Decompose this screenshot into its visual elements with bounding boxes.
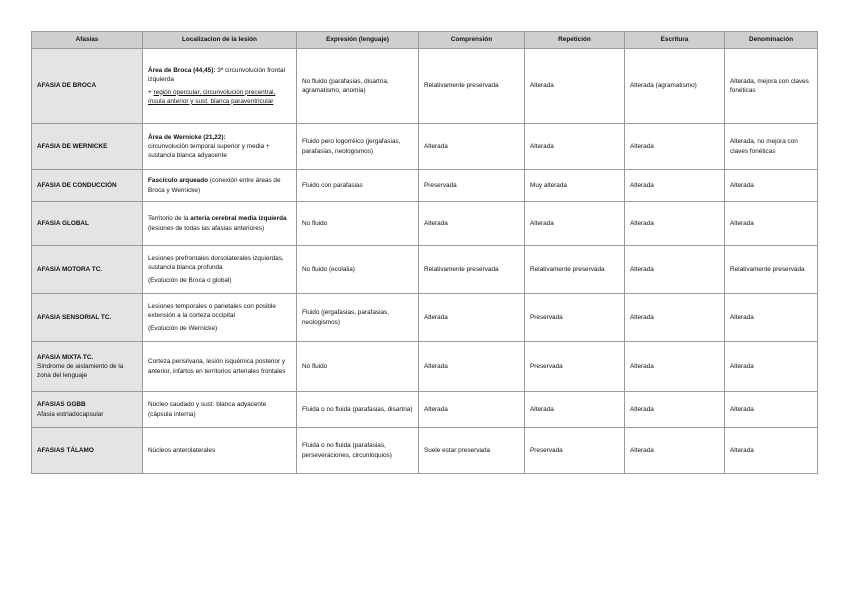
location-text: Lesiones temporales o parietales con posible extensión a la corteza occipital (148, 303, 276, 320)
lesion-location (143, 49, 297, 124)
header-localizacion: Localizacion de la lesión (143, 32, 297, 49)
repetition-cell: Muy alterada (525, 170, 625, 202)
lesion-location (143, 202, 297, 246)
table-row (32, 428, 818, 474)
writing-cell: Alterada (625, 392, 725, 428)
naming-cell: Alterada (725, 294, 818, 342)
location-note: (lesiones de todas las afasias anteriores) (148, 224, 265, 232)
naming-cell: Alterada (725, 202, 818, 246)
writing-cell: Alterada (agramatismo) (625, 49, 725, 124)
writing-cell: Alterada (625, 342, 725, 392)
aphasia-subtitle: Síndrome de aislamiento de la zona del lenguaje (37, 362, 124, 380)
comprehension-cell: Suele estar preservada (419, 428, 525, 474)
aphasia-title: AFASIA MIXTA TC. (37, 353, 94, 361)
table-row (32, 246, 818, 294)
evolution-note: (Evolución de Wernicke) (148, 324, 218, 332)
comprehension-cell: Alterada (419, 202, 525, 246)
expression-cell: No fluido (ecolalia) (297, 246, 419, 294)
aphasia-title: AFASIAS GGBB (37, 401, 86, 409)
location-text: (conexión entre áreas de Broca y Wernicke) (148, 177, 281, 194)
aphasia-table (31, 31, 818, 474)
location-text: Territorio de la (148, 215, 191, 223)
repetition-cell: Preservada (525, 294, 625, 342)
area-name: Área de Wernicke (21,22): (148, 133, 226, 141)
header-comprension: Comprensión (419, 32, 525, 49)
repetition-cell: Preservada (525, 342, 625, 392)
writing-cell: Alterada (625, 246, 725, 294)
lesion-location: Corteza perisilvana, lesión isquémica posterior y anterior, infartos en territorios arteriales frontales (143, 342, 297, 392)
lesion-location (143, 170, 297, 202)
naming-cell: Alterada (725, 170, 818, 202)
repetition-cell: Alterada (525, 124, 625, 170)
aphasia-name: AFASIA MOTORA TC. (32, 246, 143, 294)
area-name: arteria cerebral media izquierda (190, 215, 287, 223)
naming-cell: Alterada (725, 342, 818, 392)
lesion-location (143, 246, 297, 294)
table-row (32, 170, 818, 202)
writing-cell: Alterada (625, 124, 725, 170)
table-row (32, 392, 818, 428)
repetition-cell: Preservada (525, 428, 625, 474)
writing-cell: Alterada (625, 170, 725, 202)
table-row (32, 49, 818, 124)
lesion-location: Núcleo caudado y sust. blanca adyacente (cápsula interna) (143, 392, 297, 428)
header-row (32, 32, 818, 49)
header-repeticion: Repetición (525, 32, 625, 49)
comprehension-cell: Alterada (419, 124, 525, 170)
expression-cell: Fluido (jergafasias, parafasias, neologismos) (297, 294, 419, 342)
table-row (32, 294, 818, 342)
header-expresion: Expresión (lenguaje) (297, 32, 419, 49)
aphasia-name: AFASIA SENSORIAL TC. (32, 294, 143, 342)
location-text: 3ª circunvolución frontal izquierda (148, 66, 286, 84)
expression-cell: Fluido con parafasias (297, 170, 419, 202)
naming-cell: Alterada, no mejora con claves fonéticas (725, 124, 818, 170)
lesion-location (143, 124, 297, 170)
expression-cell: No fluido (parafasias, disartria, agramatismo, anomia) (297, 49, 419, 124)
expression-cell: No fluido (297, 342, 419, 392)
table-row (32, 202, 818, 246)
repetition-cell: Alterada (525, 392, 625, 428)
lesion-location: Núcleos anterolaterales (143, 428, 297, 474)
plus-sign: + (148, 88, 154, 96)
writing-cell: Alterada (625, 294, 725, 342)
naming-cell: Alterada (725, 392, 818, 428)
naming-cell: Alterada (725, 428, 818, 474)
evolution-note: (Evolución de Broca o global) (148, 276, 232, 284)
aphasia-name: AFASIAS TÁLAMO (32, 428, 143, 474)
naming-cell: Relativamente preservada (725, 246, 818, 294)
header-escritura: Escritura (625, 32, 725, 49)
aphasia-subtitle: Afasia estriadocapsular (37, 410, 104, 418)
expression-cell: No fluido (297, 202, 419, 246)
expression-cell: Fluido pero logorréico (jergafasias, parafasias, neologismos) (297, 124, 419, 170)
location-text: circunvolución temporal superior y media + sustancia blanca adyacente (148, 142, 270, 160)
expression-cell: Fluida o no fluida (parafasias, perseveraciones, circunloquios) (297, 428, 419, 474)
aphasia-name (32, 342, 143, 392)
comprehension-cell: Preservada (419, 170, 525, 202)
aphasia-name: AFASIA GLOBAL (32, 202, 143, 246)
area-name: Fascículo arqueado (148, 177, 209, 185)
area-name: Área de Broca (44,45): (148, 66, 216, 74)
repetition-cell: Alterada (525, 202, 625, 246)
header-denominacion: Denominación (725, 32, 818, 49)
comprehension-cell: Alterada (419, 294, 525, 342)
writing-cell: Alterada (625, 428, 725, 474)
expression-cell: Fluida o no fluida (parafasias, disartria) (297, 392, 419, 428)
location-underlined: región opercular, circunvolución precentral, ínsula anterior y sust. blanca paraventricular (148, 88, 276, 105)
table-row (32, 124, 818, 170)
table-row (32, 342, 818, 392)
lesion-location (143, 294, 297, 342)
comprehension-cell: Relativamente preservada (419, 49, 525, 124)
location-text: Lesiones prefrontales dorsolaterales izquierdas, sustancia blanca profunda (148, 255, 284, 272)
aphasia-name: AFASIA DE WERNICKE (32, 124, 143, 170)
aphasia-name: AFASIA DE CONDUCCIÓN (32, 170, 143, 202)
header-afasias: Afasias (32, 32, 143, 49)
aphasia-name: AFASIA DE BROCA (32, 49, 143, 124)
comprehension-cell: Alterada (419, 342, 525, 392)
comprehension-cell: Alterada (419, 392, 525, 428)
naming-cell: Alterada, mejora con claves fonéticas (725, 49, 818, 124)
repetition-cell: Relativamente preservada (525, 246, 625, 294)
comprehension-cell: Relativamente preservada (419, 246, 525, 294)
location-extra (148, 88, 291, 107)
writing-cell: Alterada (625, 202, 725, 246)
repetition-cell: Alterada (525, 49, 625, 124)
aphasia-name (32, 392, 143, 428)
